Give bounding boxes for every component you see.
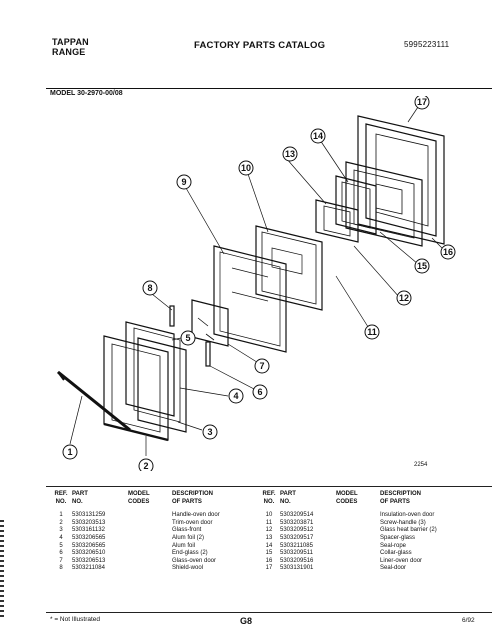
header-codes: MODEL: [128, 491, 150, 497]
part-handle: [58, 372, 130, 430]
page-code: G8: [240, 616, 253, 626]
description-cell: Seal-door: [380, 565, 407, 572]
callout-6: 6: [257, 387, 263, 397]
description-cell: Insulation-oven door: [380, 512, 435, 519]
ref-cell: 6: [59, 550, 63, 557]
description-cell: Handle-oven door: [172, 512, 220, 519]
part-number-cell: 5303209514: [280, 512, 314, 519]
model-codes-cell: [128, 543, 172, 551]
callout-4: 4: [233, 391, 239, 401]
callout-1: 1: [67, 447, 73, 457]
model-codes-cell: [128, 558, 172, 566]
ref-cell: 13: [265, 534, 273, 541]
table-bottom-rule: [46, 612, 492, 613]
part-trim-oven-door: [104, 336, 168, 440]
part-end-glass: [206, 342, 210, 366]
table-row: [50, 558, 262, 566]
header-description: DESCRIPTION: [172, 491, 214, 497]
part-number-cell: 5303206565: [72, 534, 106, 541]
ref-cell: 4: [59, 534, 63, 541]
table-row: [258, 565, 470, 573]
model-codes-cell: [336, 512, 380, 520]
part-number-cell: 5303131901: [280, 565, 314, 572]
table-row: [50, 527, 262, 535]
part-insulation: [256, 226, 322, 310]
callout-9: 9: [181, 177, 187, 187]
model-codes-cell: [336, 565, 380, 573]
part-number-cell: 5303211085: [280, 542, 313, 549]
product-type: RANGE: [52, 47, 86, 57]
table-row: [50, 520, 262, 528]
catalog-number: 5995223111: [404, 40, 450, 49]
part-number-cell: 5303203513: [72, 519, 106, 526]
ref-cell: 1: [59, 512, 63, 519]
table-row: [258, 535, 470, 543]
part-glass-oven-door: [192, 300, 228, 346]
header-ref: REF.: [54, 491, 68, 497]
table-row: [258, 550, 470, 558]
model-codes-cell: [128, 550, 172, 558]
catalog-date: 6/92: [462, 617, 475, 624]
ref-cell: 10: [265, 512, 273, 519]
description-cell: Seal-rope: [380, 542, 407, 549]
header-description: DESCRIPTION: [380, 491, 422, 497]
model-codes-cell: [128, 565, 172, 573]
part-number-cell: 5303211084: [72, 565, 105, 572]
header-part: PART: [280, 491, 296, 497]
catalog-title: FACTORY PARTS CATALOG: [194, 40, 326, 51]
description-cell: End-glass (2): [172, 550, 208, 557]
part-number-cell: 5303209511: [280, 550, 313, 557]
callout-7: 7: [259, 361, 265, 371]
table-row: [50, 535, 262, 543]
ref-cell: 2: [59, 519, 63, 526]
ref-cell: 5: [59, 542, 63, 549]
part-spacer-glass: [316, 200, 358, 242]
callout-5: 5: [185, 333, 191, 343]
description-cell: Shield-wool: [172, 565, 204, 572]
table-row: [50, 550, 262, 558]
table-row: [50, 565, 262, 573]
part-number-cell: 5303209512: [280, 527, 314, 534]
header-ref: REF.: [262, 491, 276, 497]
table-row: [50, 512, 262, 520]
header-codes: MODEL: [336, 491, 358, 497]
brand-name: TAPPAN: [52, 37, 89, 47]
part-number-cell: 5303209517: [280, 534, 314, 541]
table-body-left: [50, 512, 262, 573]
description-cell: Glass heat barrier (2): [380, 527, 437, 534]
table-row: [50, 543, 262, 551]
table-row: [258, 520, 470, 528]
ref-cell: 3: [59, 527, 63, 534]
part-alum-foil: [126, 322, 174, 416]
part-number-cell: 5303161132: [72, 527, 105, 534]
part-number-cell: 5303206513: [72, 557, 106, 564]
model-label: MODEL 30-2970-00/08: [50, 90, 123, 97]
ref-cell: 15: [265, 550, 273, 557]
ref-cell: 14: [265, 542, 273, 549]
parts-table-left: [50, 491, 262, 573]
description-cell: Glass-front: [172, 527, 202, 534]
table-row: [258, 527, 470, 535]
header-part: PART: [72, 491, 88, 497]
callout-13: 13: [284, 149, 296, 159]
part-number-cell: 5303206510: [72, 550, 106, 557]
callout-3: 3: [207, 427, 213, 437]
callout-15: 15: [416, 261, 428, 271]
exploded-door-diagram: [46, 96, 492, 471]
model-codes-cell: [336, 535, 380, 543]
description-cell: Alum foil (2): [172, 534, 205, 541]
callout-14: 14: [312, 131, 324, 141]
part-seal-door: [358, 116, 444, 244]
model-codes-cell: [128, 520, 172, 528]
callout-11: 11: [367, 327, 377, 337]
part-number-cell: 5303209516: [280, 557, 314, 564]
part-number-cell: 5303131259: [72, 512, 106, 519]
ref-cell: 11: [265, 519, 273, 526]
model-codes-cell: [128, 527, 172, 535]
table-header: REF. NO. PART NO. MODEL CODES DESCRIPTION OF PARTS: [258, 491, 470, 506]
description-cell: Liner-oven door: [380, 557, 423, 564]
model-codes-cell: [336, 520, 380, 528]
callout-8: 8: [147, 283, 153, 293]
table-row: [258, 543, 470, 551]
ref-cell: 12: [265, 527, 273, 534]
callout-16: 16: [442, 247, 454, 257]
description-cell: Trim-oven door: [172, 519, 213, 526]
ref-cell: 8: [59, 565, 63, 572]
figure-number: 2254: [414, 462, 428, 468]
description-cell: Alum foil: [172, 542, 196, 549]
ref-cell: 7: [59, 557, 63, 564]
not-illustrated-note: * = Not Illustrated: [50, 616, 101, 623]
parts-table-right: [258, 491, 470, 573]
table-body-right: [258, 512, 470, 573]
description-cell: Spacer-glass: [380, 534, 416, 541]
ref-cell: 17: [265, 565, 273, 572]
callout-10: 10: [240, 163, 252, 173]
model-codes-cell: [336, 550, 380, 558]
ref-cell: 16: [265, 557, 273, 564]
table-top-rule: [46, 486, 492, 487]
part-number-cell: 5303206565: [72, 542, 106, 549]
description-cell: Collar-glass: [380, 550, 412, 557]
model-codes-cell: [336, 558, 380, 566]
model-codes-cell: [128, 512, 172, 520]
model-codes-cell: [128, 535, 172, 543]
description-cell: Screw-handle (3): [380, 519, 426, 526]
callout-17: 17: [416, 97, 428, 107]
callout-2: 2: [143, 461, 149, 471]
scan-edge-marks: [0, 520, 4, 620]
model-codes-cell: [336, 527, 380, 535]
table-row: [258, 512, 470, 520]
table-row: [258, 558, 470, 566]
callout-12: 12: [398, 293, 410, 303]
table-header: REF. NO. PART NO. MODEL CODES DESCRIPTION OF PARTS: [50, 491, 262, 506]
model-codes-cell: [336, 543, 380, 551]
part-number-cell: 5303203871: [280, 519, 314, 526]
description-cell: Glass-oven door: [172, 557, 217, 564]
part-collar-glass: [336, 176, 376, 234]
